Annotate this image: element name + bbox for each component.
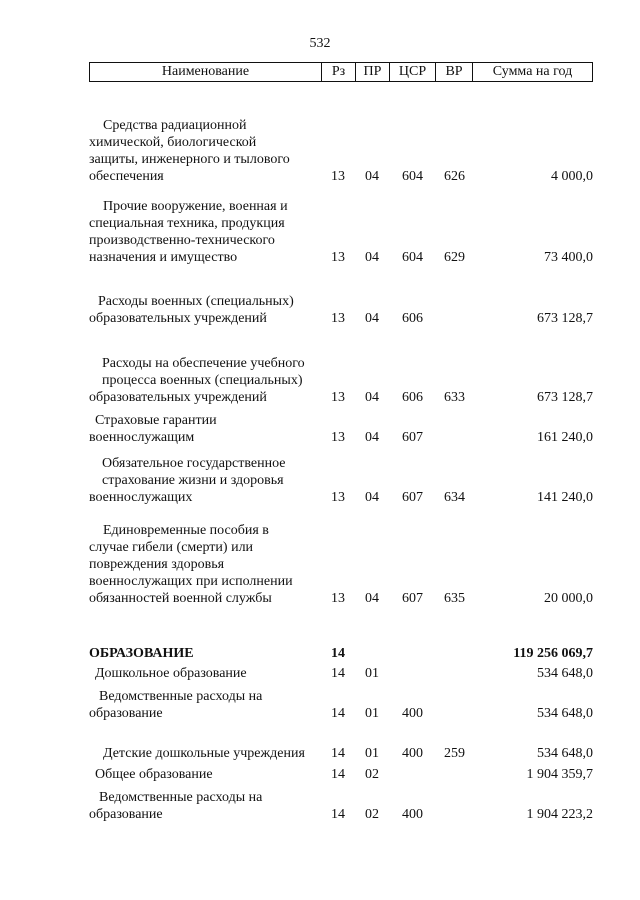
row-pr: 01 bbox=[365, 746, 379, 761]
row-pr: 02 bbox=[365, 807, 379, 822]
row-name-line: образовательных учреждений bbox=[89, 390, 267, 405]
row-name bbox=[89, 412, 330, 446]
row-name-line: Ведомственные расходы на bbox=[99, 689, 263, 704]
table-row bbox=[0, 454, 640, 506]
row-name-line: Страховые гарантии bbox=[95, 413, 217, 428]
row-name bbox=[89, 198, 338, 266]
column-header-sum: Сумма на год bbox=[492, 64, 573, 79]
row-name-line: Расходы на обеспечение учебного bbox=[102, 356, 305, 371]
table-row bbox=[0, 644, 640, 662]
table-row bbox=[0, 114, 640, 185]
table-row bbox=[0, 687, 640, 722]
row-sum: 20 000,0 bbox=[544, 591, 593, 606]
row-name-line: Общее образование bbox=[95, 767, 213, 782]
row-name-line: Ведомственные расходы на bbox=[99, 790, 263, 805]
row-sum: 673 128,7 bbox=[537, 311, 593, 326]
row-name bbox=[89, 117, 338, 185]
row-name-line: процесса военных (специальных) bbox=[102, 373, 303, 388]
row-sum: 534 648,0 bbox=[537, 746, 593, 761]
row-csr: 604 bbox=[402, 250, 423, 265]
row-name-line: военнослужащих bbox=[89, 490, 193, 505]
row-name-line: страхование жизни и здоровья bbox=[102, 473, 284, 488]
row-rz: 13 bbox=[331, 311, 345, 326]
column-header-rz: Рз bbox=[322, 63, 356, 81]
row-rz: 14 bbox=[331, 746, 345, 761]
row-name-line: химической, биологической bbox=[89, 135, 257, 150]
row-pr: 04 bbox=[365, 591, 379, 606]
row-csr: 400 bbox=[402, 706, 423, 721]
row-name-line: Расходы военных (специальных) bbox=[98, 294, 294, 309]
row-name-line: Прочие вооружение, военная и bbox=[103, 199, 288, 214]
row-name bbox=[89, 766, 330, 783]
row-name bbox=[89, 293, 333, 327]
row-name-line: ОБРАЗОВАНИЕ bbox=[89, 646, 194, 661]
row-name-line: образование bbox=[89, 807, 163, 822]
row-csr: 400 bbox=[402, 807, 423, 822]
column-header-name: Наименование bbox=[90, 63, 322, 81]
row-sum: 534 648,0 bbox=[537, 666, 593, 681]
row-csr: 607 bbox=[402, 591, 423, 606]
table-header bbox=[89, 62, 593, 82]
row-sum: 534 648,0 bbox=[537, 706, 593, 721]
table-row bbox=[0, 788, 640, 823]
row-name-line: обязанностей военной службы bbox=[89, 591, 272, 606]
row-rz: 14 bbox=[331, 666, 345, 681]
row-csr: 604 bbox=[402, 169, 423, 184]
row-name-line: обеспечения bbox=[89, 169, 164, 184]
table-row bbox=[0, 765, 640, 783]
row-name bbox=[89, 455, 337, 506]
column-header-vr: ВР bbox=[436, 63, 473, 81]
row-name-line: образование bbox=[89, 706, 163, 721]
row-sum: 161 240,0 bbox=[537, 430, 593, 445]
row-name-line: Единовременные пособия в bbox=[103, 523, 269, 538]
row-name bbox=[89, 665, 330, 682]
row-name-line: случае гибели (смерти) или bbox=[89, 540, 254, 555]
column-header-csr: ЦСР bbox=[390, 63, 436, 81]
row-vr: 259 bbox=[444, 746, 465, 761]
row-name bbox=[89, 522, 338, 607]
row-rz: 13 bbox=[331, 250, 345, 265]
row-name-line: защиты, инженерного и тылового bbox=[89, 152, 290, 167]
row-name bbox=[89, 645, 324, 662]
row-rz: 13 bbox=[331, 390, 345, 405]
row-vr: 629 bbox=[444, 250, 465, 265]
row-name-line: Дошкольное образование bbox=[95, 666, 247, 681]
row-sum: 119 256 069,7 bbox=[513, 646, 593, 661]
row-csr: 606 bbox=[402, 311, 423, 326]
column-header-pr: ПР bbox=[356, 63, 390, 81]
row-pr: 04 bbox=[365, 390, 379, 405]
table-row bbox=[0, 352, 640, 406]
row-sum: 673 128,7 bbox=[537, 390, 593, 405]
row-pr: 01 bbox=[365, 666, 379, 681]
row-pr: 04 bbox=[365, 490, 379, 505]
row-pr: 01 bbox=[365, 706, 379, 721]
row-name bbox=[89, 789, 334, 823]
table-row bbox=[0, 290, 640, 327]
row-name-line: образовательных учреждений bbox=[89, 311, 267, 326]
row-pr: 02 bbox=[365, 767, 379, 782]
row-rz: 14 bbox=[331, 706, 345, 721]
row-name bbox=[89, 688, 334, 722]
table-row bbox=[0, 664, 640, 682]
row-rz: 14 bbox=[331, 767, 345, 782]
row-name-line: специальная техника, продукция bbox=[89, 216, 285, 231]
row-vr: 633 bbox=[444, 390, 465, 405]
row-name-line: производственно-технического bbox=[89, 233, 275, 248]
row-vr: 635 bbox=[444, 591, 465, 606]
row-pr: 04 bbox=[365, 430, 379, 445]
row-pr: 04 bbox=[365, 311, 379, 326]
row-csr: 607 bbox=[402, 430, 423, 445]
page-number: 532 bbox=[309, 36, 331, 51]
row-csr: 606 bbox=[402, 390, 423, 405]
row-name bbox=[89, 745, 338, 762]
row-csr: 607 bbox=[402, 490, 423, 505]
table-row bbox=[0, 410, 640, 446]
row-vr: 626 bbox=[444, 169, 465, 184]
table-row bbox=[0, 519, 640, 607]
table-row bbox=[0, 196, 640, 266]
row-csr: 400 bbox=[402, 746, 423, 761]
row-rz: 13 bbox=[331, 169, 345, 184]
row-rz: 13 bbox=[331, 591, 345, 606]
row-name-line: военнослужащим bbox=[89, 430, 195, 445]
row-sum: 1 904 223,2 bbox=[526, 807, 593, 822]
row-rz: 14 bbox=[331, 646, 345, 661]
row-rz: 14 bbox=[331, 807, 345, 822]
row-name-line: Средства радиационной bbox=[103, 118, 247, 133]
row-rz: 13 bbox=[331, 490, 345, 505]
row-sum: 73 400,0 bbox=[544, 250, 593, 265]
row-pr: 04 bbox=[365, 250, 379, 265]
row-name-line: повреждения здоровья bbox=[89, 557, 225, 572]
row-sum: 4 000,0 bbox=[551, 169, 593, 184]
row-name-line: военнослужащих при исполнении bbox=[89, 574, 293, 589]
row-name-line: Обязательное государственное bbox=[102, 456, 286, 471]
row-name bbox=[89, 355, 337, 406]
row-sum: 1 904 359,7 bbox=[526, 767, 593, 782]
row-name-line: назначения и имущество bbox=[89, 250, 238, 265]
table-row bbox=[0, 744, 640, 762]
row-vr: 634 bbox=[444, 490, 465, 505]
row-rz: 13 bbox=[331, 430, 345, 445]
row-pr: 04 bbox=[365, 169, 379, 184]
row-name-line: Детские дошкольные учреждения bbox=[103, 746, 305, 761]
row-sum: 141 240,0 bbox=[537, 490, 593, 505]
